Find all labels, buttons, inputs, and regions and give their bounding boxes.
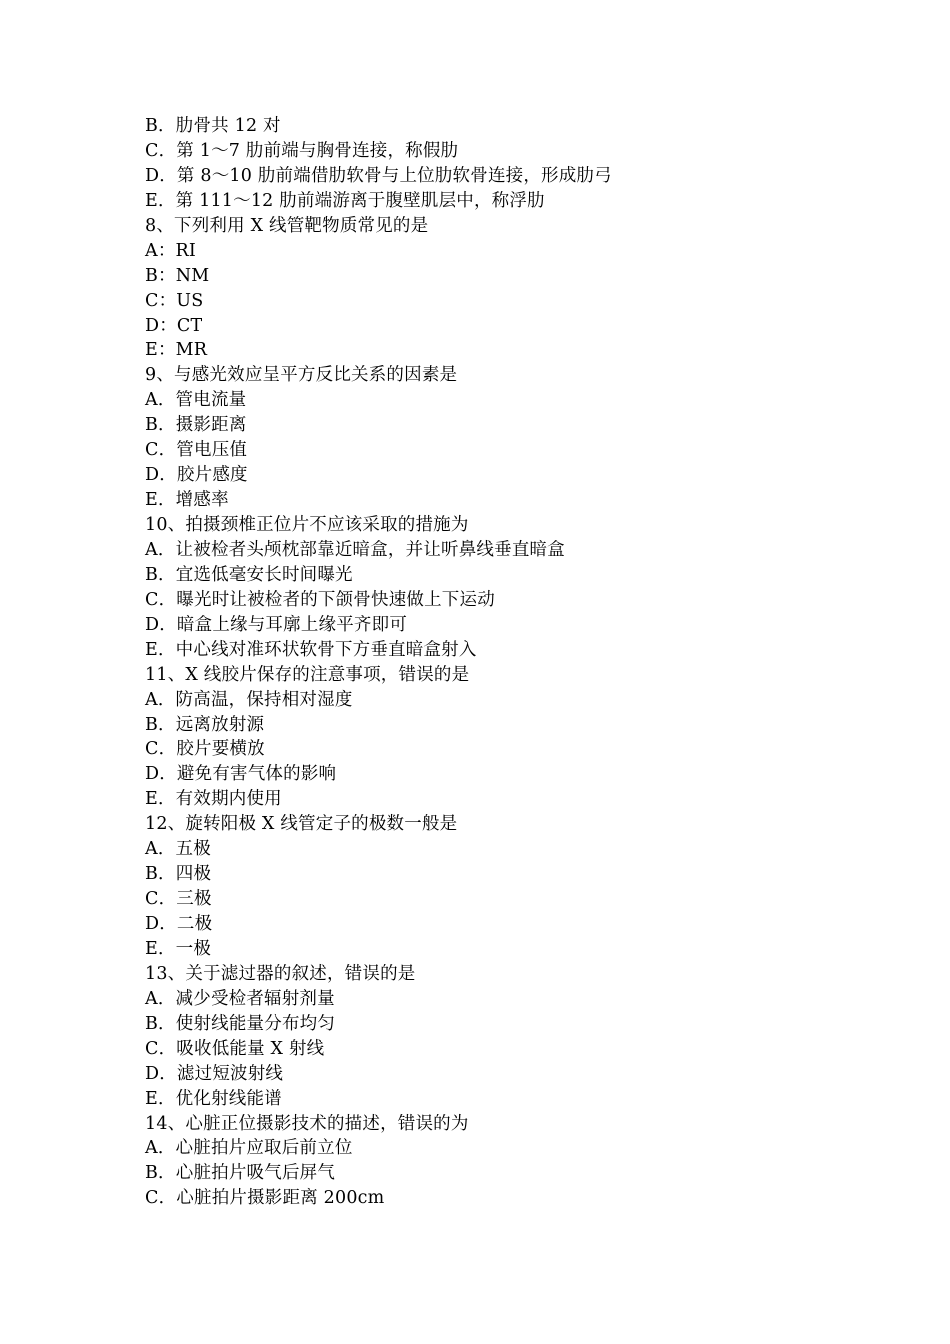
option-line: C．三极 — [145, 889, 212, 910]
option-line: B．摄影距离 — [145, 415, 247, 436]
option-line: E．有效期内使用 — [145, 789, 282, 810]
option-line: D：CT — [145, 315, 203, 336]
option-line: B．宜选低毫安长时间曝光 — [145, 564, 353, 585]
option-line: B．远离放射源 — [145, 714, 265, 735]
question-line: 11、X 线胶片保存的注意事项，错误的是 — [145, 664, 470, 685]
option-line: B．四极 — [145, 864, 212, 885]
question-line: 8、下列利用 X 线管靶物质常见的是 — [145, 215, 429, 236]
option-line: D．二极 — [145, 914, 213, 934]
question-line: 14、心脏正位摄影技术的描述，错误的为 — [145, 1113, 469, 1134]
option-line: D．避免有害气体的影响 — [145, 764, 337, 785]
option-line: D．胶片感度 — [145, 465, 248, 486]
option-line: C．第 1～7 肋前端与胸骨连接，称假肋 — [145, 140, 459, 161]
option-line: E．中心线对准环状软骨下方垂直暗盒射入 — [145, 639, 477, 660]
option-line: A．减少受检者辐射剂量 — [145, 988, 335, 1009]
option-line: E．一极 — [145, 938, 212, 959]
option-line: A．防高温，保持相对湿度 — [145, 689, 353, 710]
option-line: C：US — [145, 290, 204, 311]
question-line: 9、与感光效应呈平方反比关系的因素是 — [145, 365, 458, 386]
option-line: A．管电流量 — [145, 390, 247, 411]
option-line: E．第 111～12 肋前端游离于腹壁肌层中，称浮肋 — [145, 190, 545, 211]
option-line: C．吸收低能量 X 射线 — [145, 1038, 325, 1059]
option-line: D．滤过短波射线 — [145, 1063, 284, 1084]
option-line: E．增感率 — [145, 490, 229, 511]
option-line: A：RI — [145, 240, 197, 261]
option-line: E：MR — [145, 340, 208, 361]
question-line: 13、关于滤过器的叙述，错误的是 — [145, 963, 416, 984]
option-line: D．第 8～10 肋前端借肋软骨与上位肋软骨连接，形成肋弓 — [145, 165, 612, 186]
option-line: B．使射线能量分布均匀 — [145, 1013, 336, 1034]
question-line: 12、旋转阳极 X 线管定子的极数一般是 — [145, 814, 458, 835]
option-line: D．暗盒上缘与耳廓上缘平齐即可 — [145, 614, 408, 635]
question-line: 10、拍摄颈椎正位片不应该采取的措施为 — [145, 515, 469, 535]
option-line: C．心脏拍片摄影距离 200cm — [145, 1188, 385, 1209]
option-line: A．心脏拍片应取后前立位 — [145, 1138, 353, 1159]
option-line: A．让被检者头颅枕部靠近暗盒，并让听鼻线垂直暗盒 — [145, 539, 565, 560]
option-line: C．胶片要横放 — [145, 739, 265, 760]
option-line: A．五极 — [145, 839, 211, 860]
option-line: C．曝光时让被检者的下颌骨快速做上下运动 — [145, 589, 495, 610]
option-line: B．肋骨共 12 对 — [145, 116, 281, 136]
option-line: C．管电压值 — [145, 440, 248, 461]
option-line: E．优化射线能谱 — [145, 1088, 282, 1109]
option-line: B：NM — [145, 265, 210, 286]
document-body — [145, 114, 905, 1211]
option-line: B．心脏拍片吸气后屏气 — [145, 1163, 336, 1184]
